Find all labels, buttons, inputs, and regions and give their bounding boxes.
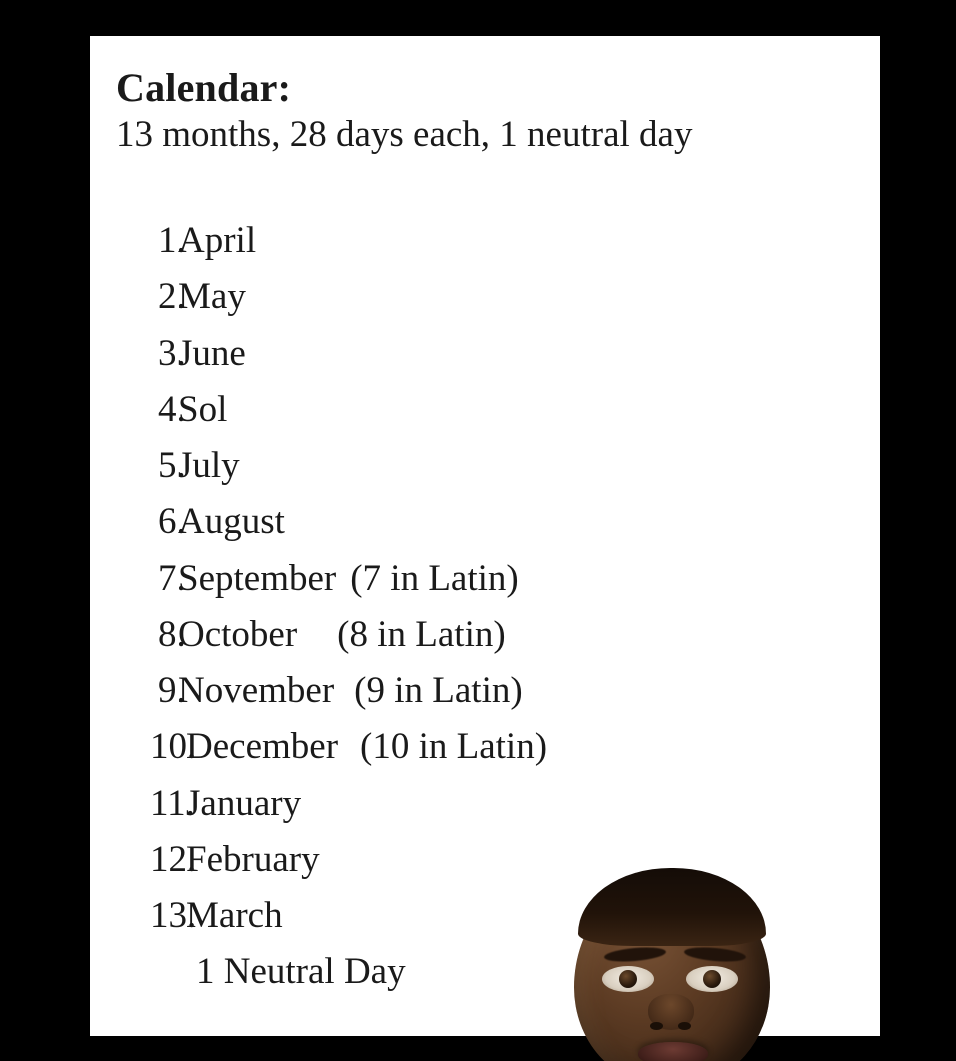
list-item [116, 213, 870, 269]
list-item [116, 438, 870, 494]
page-title: Calendar: [116, 65, 292, 110]
document-body [116, 66, 870, 1000]
month-list [116, 213, 870, 944]
list-item-label: August [178, 501, 285, 543]
list-item-number: 4. [158, 388, 186, 430]
list-item-label: December [186, 726, 339, 768]
list-item [116, 719, 870, 775]
list-item [116, 832, 870, 888]
list-item-number: 9. [158, 670, 186, 712]
list-item-number: 1. [158, 220, 186, 262]
list-item-note: (7 in Latin) [350, 557, 519, 599]
list-item-number: 11. [150, 782, 195, 824]
list-item-label: October [178, 613, 298, 655]
list-item-label: June [178, 332, 246, 374]
list-item [116, 269, 870, 325]
document-page [90, 36, 880, 1036]
list-item [116, 551, 870, 607]
list-item-label: March [186, 895, 283, 936]
list-item [116, 382, 870, 438]
list-item [116, 494, 870, 550]
list-item-note: (8 in Latin) [337, 613, 506, 655]
list-item-number: 2. [158, 276, 186, 318]
list-item-note: (9 in Latin) [354, 670, 523, 712]
list-item-label: Sol [178, 388, 228, 430]
list-item [116, 326, 870, 382]
list-item-number: 12. [150, 838, 197, 880]
list-item [116, 888, 870, 944]
list-item-label: April [178, 220, 257, 262]
list-item [116, 663, 870, 719]
list-item [116, 607, 870, 663]
list-item-label: November [178, 670, 335, 712]
list-item-label: September [178, 557, 337, 599]
list-item-number: 6. [158, 501, 186, 543]
neutral-day-line: 1 Neutral Day [196, 951, 406, 993]
list-item-number: 3. [158, 332, 186, 374]
page-subtitle: 13 months, 28 days each, 1 neutral day [116, 113, 693, 155]
list-item-label: July [178, 445, 240, 487]
list-item-label: January [186, 782, 302, 824]
list-item-number: 10. [150, 726, 197, 768]
list-item-label: May [178, 276, 246, 318]
list-item-number: 7. [158, 557, 186, 599]
list-item-label: February [186, 838, 320, 880]
list-item-number: 8. [158, 613, 186, 655]
face-mouth [638, 1042, 708, 1061]
list-item-number: 5. [158, 445, 186, 487]
list-item [116, 776, 870, 832]
list-item-note: (10 in Latin) [360, 726, 548, 768]
list-item-number: 13. [150, 895, 197, 936]
